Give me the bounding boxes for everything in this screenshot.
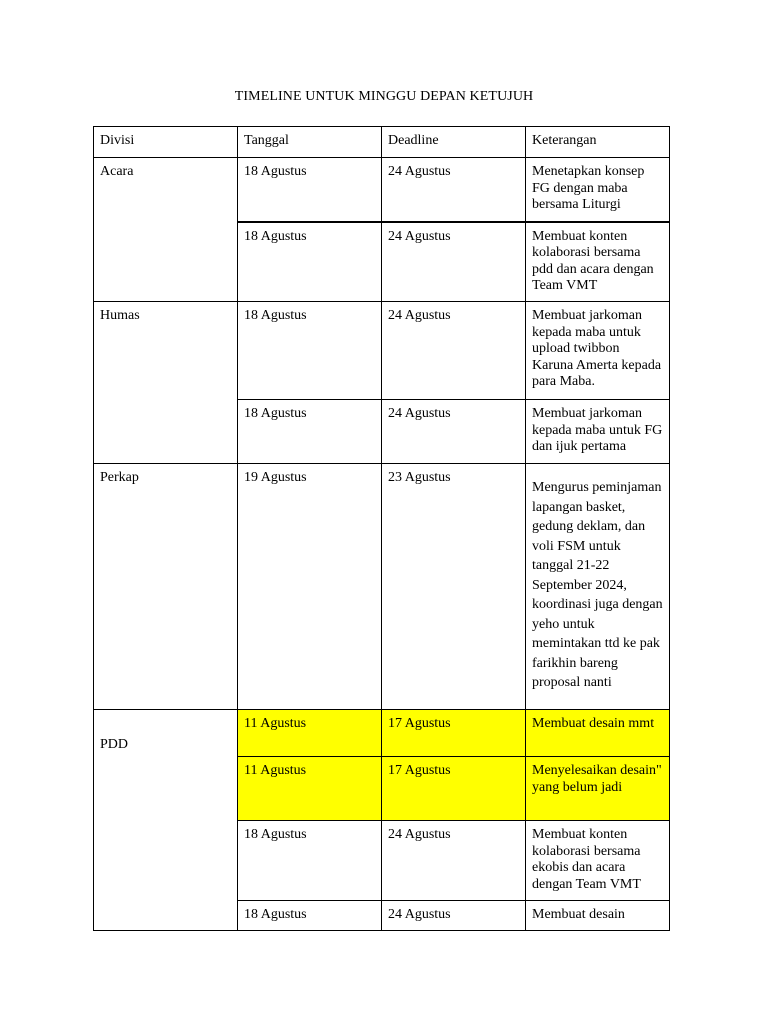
deadline-cell: 17 Agustus	[382, 710, 526, 757]
header-deadline: Deadline	[382, 127, 526, 158]
keterangan-cell: Membuat jarkoman kepada maba untuk FG dan ijuk pertama	[526, 400, 670, 464]
tanggal-cell: 18 Agustus	[238, 400, 382, 464]
header-keterangan: Keterangan	[526, 127, 670, 158]
deadline-cell: 23 Agustus	[382, 464, 526, 710]
table-row	[94, 464, 670, 710]
keterangan-cell: Membuat konten kolaborasi bersama pdd dan acara dengan Team VMT	[526, 222, 670, 302]
keterangan-cell: Membuat jarkoman kepada maba untuk upload twibbon Karuna Amerta kepada para Maba.	[526, 302, 670, 400]
tanggal-cell: 11 Agustus	[238, 710, 382, 757]
table-header-row	[94, 127, 670, 158]
keterangan-cell: Membuat desain mmt	[526, 710, 670, 757]
header-divisi: Divisi	[94, 127, 238, 158]
keterangan-cell: Menyelesaikan desain" yang belum jadi	[526, 757, 670, 821]
deadline-cell: 24 Agustus	[382, 400, 526, 464]
division-cell: Humas	[94, 302, 238, 464]
deadline-cell: 24 Agustus	[382, 821, 526, 901]
keterangan-cell: Mengurus peminjaman lapangan basket, gedung deklam, dan voli FSM untuk tanggal 21-22 September 2024, koordinasi juga dengan yeho untuk memintakan ttd ke pak farikhin bareng proposal nanti	[526, 464, 670, 710]
tanggal-cell: 18 Agustus	[238, 821, 382, 901]
table-row	[94, 710, 670, 757]
deadline-cell: 24 Agustus	[382, 302, 526, 400]
keterangan-cell: Menetapkan konsep FG dengan maba bersama Liturgi	[526, 158, 670, 222]
table-row	[94, 302, 670, 400]
tanggal-cell: 18 Agustus	[238, 302, 382, 400]
division-cell: Perkap	[94, 464, 238, 710]
keterangan-cell: Membuat konten kolaborasi bersama ekobis dan acara dengan Team VMT	[526, 821, 670, 901]
division-cell: Acara	[94, 158, 238, 302]
page-title: TIMELINE UNTUK MINGGU DEPAN KETUJUH	[234, 89, 534, 104]
deadline-cell: 24 Agustus	[382, 222, 526, 302]
division-cell: PDD	[94, 710, 238, 931]
deadline-cell: 24 Agustus	[382, 158, 526, 222]
deadline-cell: 24 Agustus	[382, 901, 526, 931]
header-tanggal: Tanggal	[238, 127, 382, 158]
keterangan-cell: Membuat desain	[526, 901, 670, 931]
deadline-cell: 17 Agustus	[382, 757, 526, 821]
tanggal-cell: 11 Agustus	[238, 757, 382, 821]
tanggal-cell: 19 Agustus	[238, 464, 382, 710]
tanggal-cell: 18 Agustus	[238, 158, 382, 222]
tanggal-cell: 18 Agustus	[238, 222, 382, 302]
tanggal-cell: 18 Agustus	[238, 901, 382, 931]
table-row	[94, 158, 670, 222]
timeline-table	[93, 126, 670, 931]
